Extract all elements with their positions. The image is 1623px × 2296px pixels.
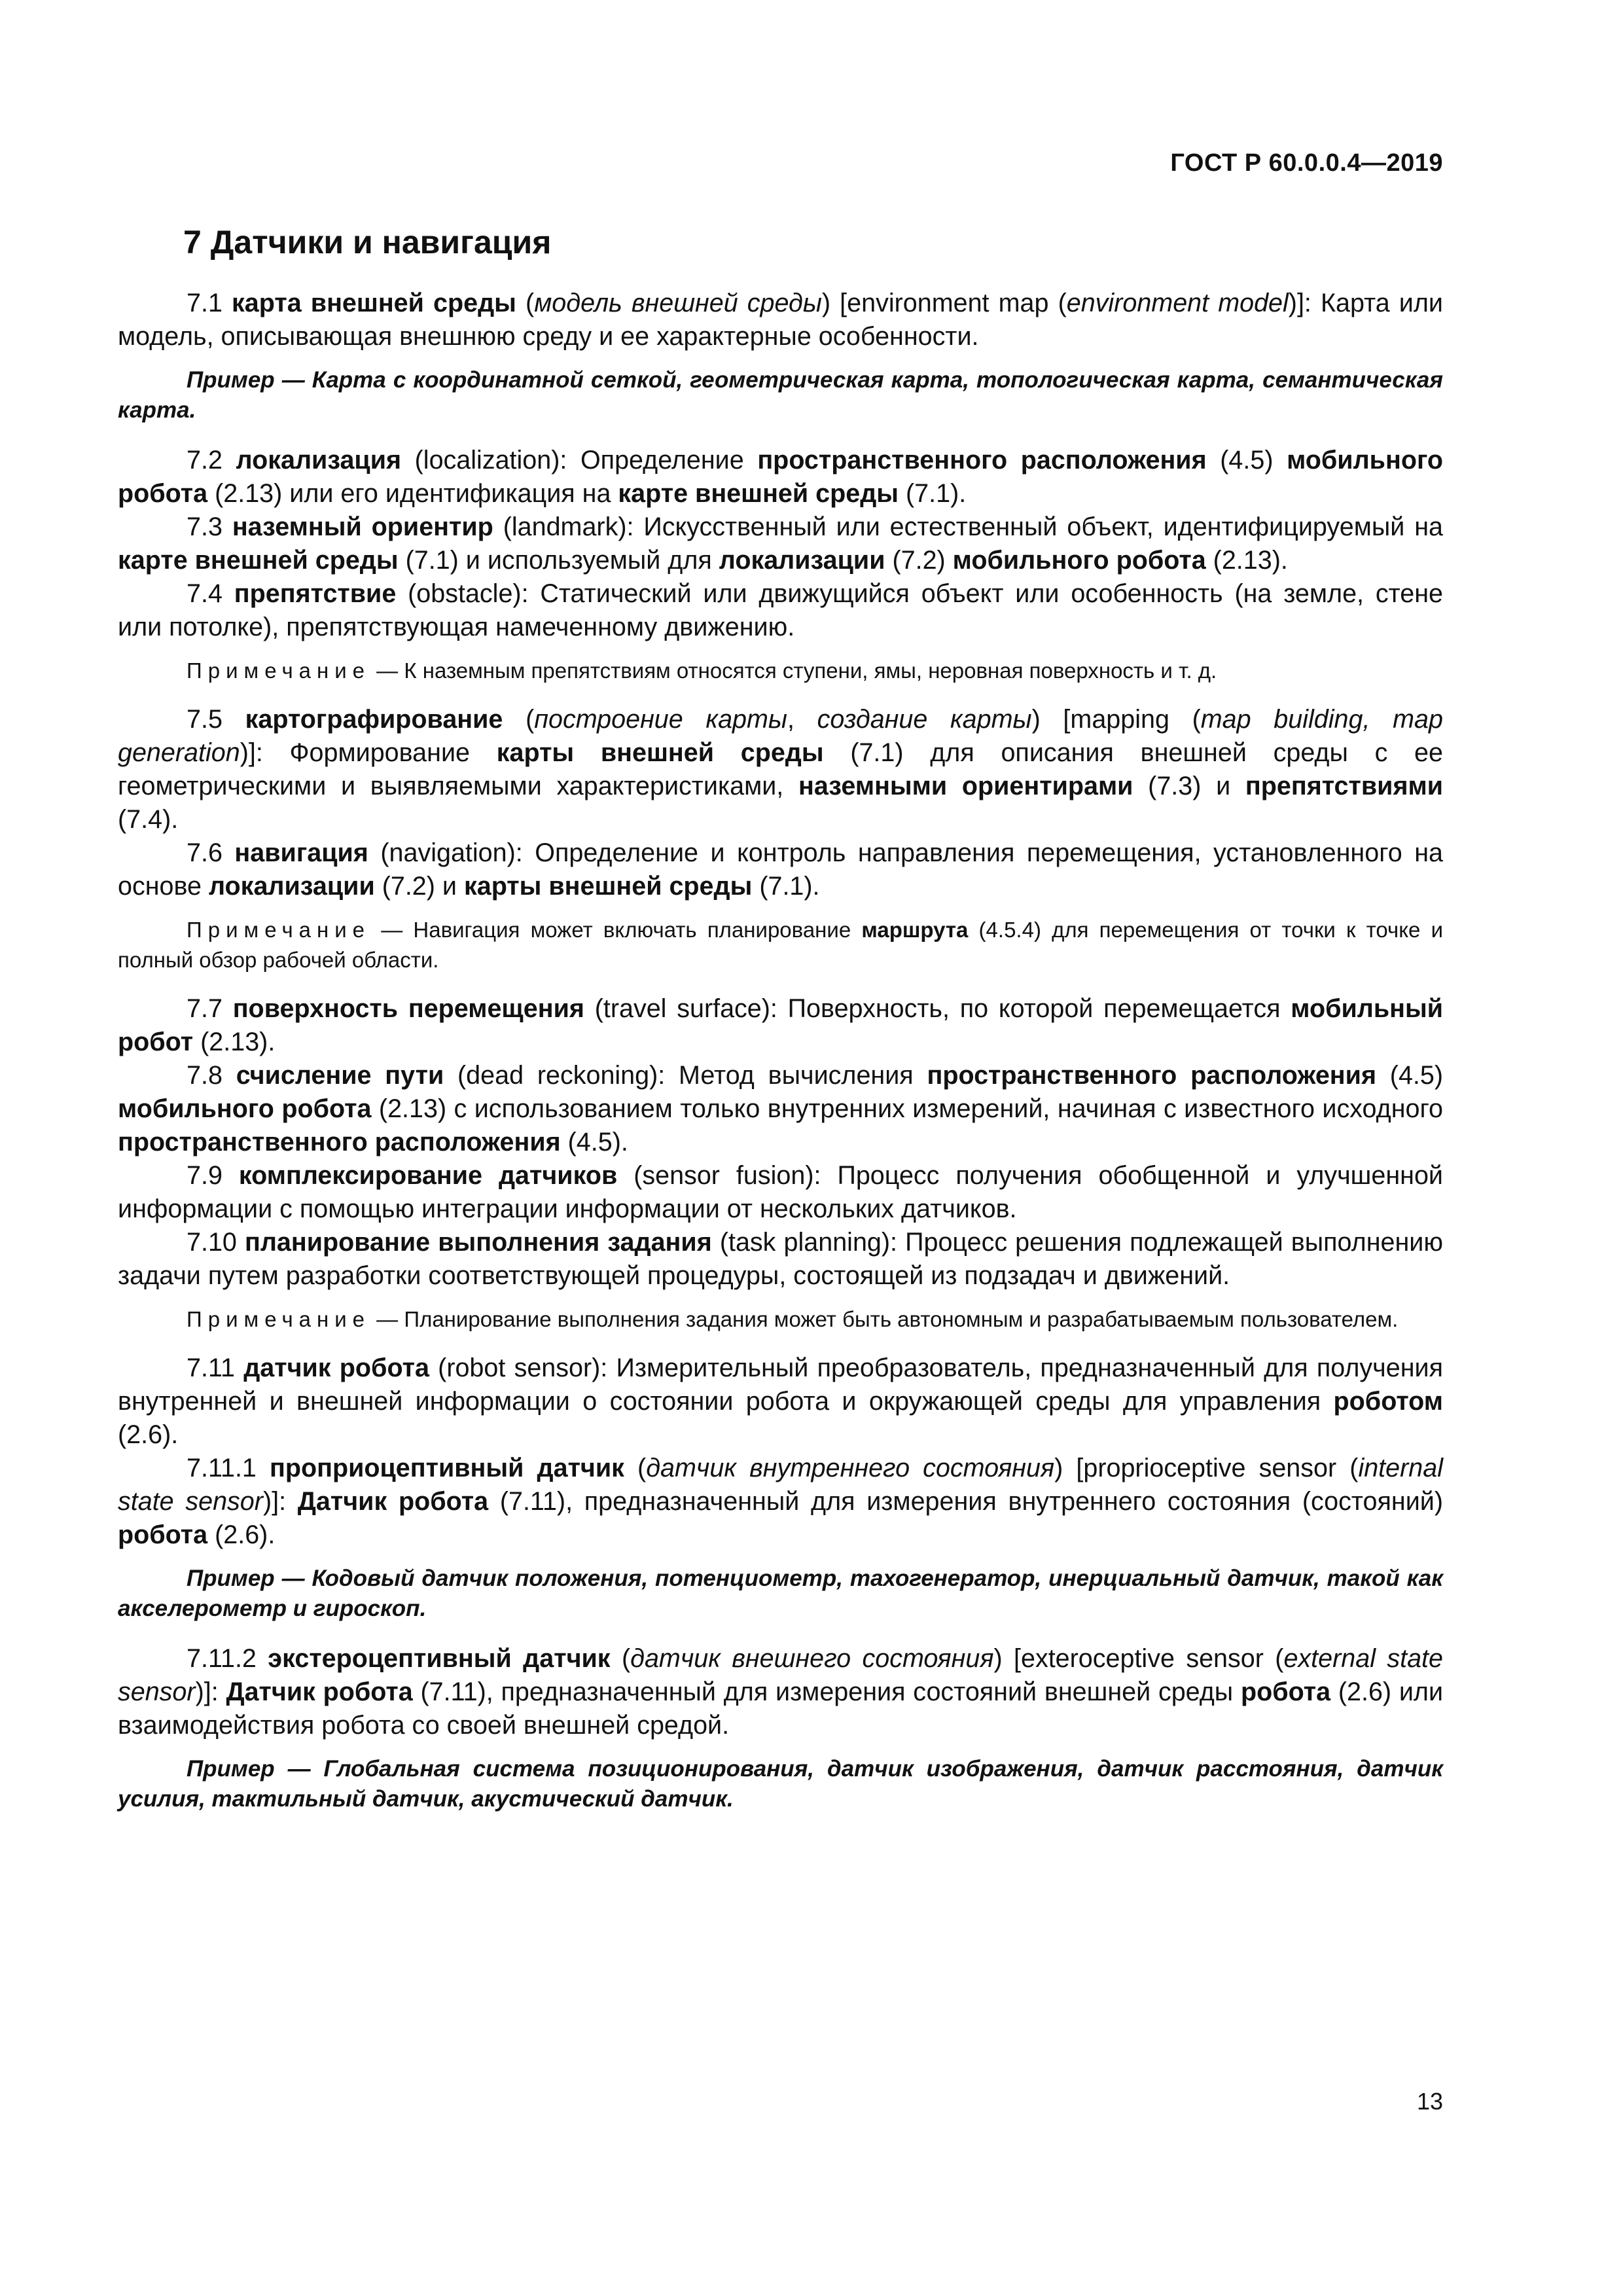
bold-term: карта внешней среды: [232, 289, 516, 317]
term-definition: [118, 1642, 1443, 1742]
italic-text: модель внешней среды: [534, 289, 822, 317]
page-number: 13: [1416, 2088, 1443, 2115]
text-run: )]:: [195, 1677, 226, 1706]
text-run: (7.11), предназначенный для измерения внутреннего состояния (состояний): [488, 1487, 1443, 1516]
text-run: (7.1).: [752, 872, 820, 901]
italic-text: external state sensor: [118, 1644, 1443, 1706]
text-run: (2.6).: [118, 1420, 179, 1449]
italic-text: датчик внутреннего состояния: [646, 1454, 1055, 1482]
bold-term: локализации: [208, 872, 375, 901]
text-run: (7.2) и: [374, 872, 464, 901]
note-paragraph: [118, 1304, 1443, 1335]
text-run: )]: Формирование: [240, 738, 497, 767]
bold-term: наземными ориентирами: [798, 772, 1133, 800]
text-run: Пример — Глобальная система позиционирования, датчик изображения, датчик расстояния, датчик усилия, тактильный датчик, акустический датчик.: [118, 1756, 1443, 1812]
text-run: (7.3) и: [1133, 772, 1245, 800]
bold-term: пространственного расположения: [927, 1061, 1376, 1090]
bold-term: комплексирование датчиков: [238, 1161, 618, 1190]
text-run: 7.9: [187, 1161, 239, 1190]
bold-term: робота: [118, 1520, 208, 1549]
text-run: — Планирование выполнения задания может быть автономным и разрабатываемым пользователем.: [370, 1307, 1399, 1331]
text-run: (: [516, 289, 535, 317]
term-list: [118, 287, 1443, 1814]
bold-term: роботом: [1333, 1387, 1443, 1416]
text-run: (2.13) с использованием только внутренних измерений, начиная с известного исходного: [371, 1094, 1443, 1123]
text-run: (obstacle): Статический или движущийся объект или особенность (на земле, стене или потолке), препятствующая намеченному движению.: [118, 579, 1444, 641]
text-run: ) [exteroceptive sensor (: [993, 1644, 1284, 1673]
text-run: )]:: [262, 1487, 298, 1516]
text-run: (7.1) и используемый для: [398, 546, 719, 575]
text-run: (localization): Определение: [401, 446, 758, 475]
text-run: (: [610, 1644, 631, 1673]
bold-term: пространственного расположения: [118, 1128, 561, 1157]
italic-text: создание карты: [817, 705, 1032, 734]
bold-term: Датчик робота: [297, 1487, 489, 1516]
text-run: 7.7: [187, 994, 233, 1023]
text-run: ) [environment map (: [821, 289, 1067, 317]
text-run: 7.11.1: [187, 1454, 270, 1482]
term-definition: [118, 836, 1443, 903]
bold-term: мобильный робот: [118, 994, 1444, 1056]
section-title: 7 Датчики и навигация: [183, 224, 552, 260]
bold-term: счисление пути: [236, 1061, 444, 1090]
bold-term: планирование выполнения задания: [244, 1228, 712, 1257]
text-run: (travel surface): Поверхность, по которой перемещается: [584, 994, 1291, 1023]
term-definition: [118, 1226, 1443, 1293]
text-run: (4.5.4) для перемещения от точки к точке и полный обзор рабочей области.: [118, 918, 1443, 972]
text-run: Пример — Кодовый датчик положения, потенциометр, тахогенератор, инерциальный датчик, такой как акселерометр и гироскоп.: [118, 1566, 1443, 1621]
text-run: 7.10: [187, 1228, 245, 1257]
text-run: 7.6: [187, 838, 235, 867]
bold-term: мобильного робота: [118, 446, 1444, 508]
text-run: Пример — Карта с координатной сеткой, геометрическая карта, топологическая карта, семантическая карта.: [118, 367, 1443, 423]
text-run: (navigation): Определение и контроль направления перемещения, установленного на основе: [118, 838, 1443, 901]
bold-term: препятствиями: [1245, 772, 1443, 800]
bold-term: пространственного расположения: [757, 446, 1207, 475]
text-run: 7.4: [187, 579, 234, 608]
italic-text: internal state sensor: [118, 1454, 1443, 1516]
note-label: Примечание: [187, 918, 371, 942]
text-run: )]: Карта или модель, описывающая внешнюю среду и ее характерные особенности.: [118, 289, 1443, 351]
example-paragraph: [118, 365, 1443, 425]
text-run: (sensor fusion): Процесс получения обобщенной и улучшенной информации с помощью интеграции информации от нескольких датчиков.: [118, 1161, 1443, 1223]
term-definition: [118, 1452, 1443, 1552]
bold-term: навигация: [234, 838, 368, 867]
text-run: — К наземным препятствиям относятся ступени, ямы, неровная поверхность и т. д.: [370, 658, 1217, 683]
bold-term: карте внешней среды: [118, 546, 399, 575]
bold-term: Датчик робота: [226, 1677, 413, 1706]
note-paragraph: [118, 915, 1443, 975]
text-run: (7.2): [885, 546, 953, 575]
bold-term: датчик робота: [243, 1354, 429, 1382]
text-run: (7.11), предназначенный для измерения состояний внешней среды: [412, 1677, 1241, 1706]
note-label: Примечание: [187, 1307, 371, 1331]
text-run: 7.3: [187, 512, 232, 541]
example-paragraph: [118, 1754, 1443, 1814]
term-definition: [118, 1352, 1443, 1452]
text-run: (2.13).: [193, 1028, 276, 1056]
text-run: (dead reckoning): Метод вычисления: [444, 1061, 927, 1090]
text-run: (2.6).: [207, 1520, 276, 1549]
text-run: (4.5): [1376, 1061, 1444, 1090]
page-content: [118, 223, 1443, 1833]
text-run: (7.1) для описания внешней среды с ее геометрическими и выявляемыми характеристиками,: [118, 738, 1443, 800]
text-run: 7.5: [187, 705, 245, 734]
text-run: (: [624, 1454, 647, 1482]
note-label: Примечание: [187, 658, 371, 683]
text-run: — Навигация может включать планирование: [370, 918, 862, 942]
term-definition: [118, 287, 1443, 353]
text-run: ) [proprioceptive sensor (: [1054, 1454, 1359, 1482]
term-definition: [118, 1059, 1443, 1159]
term-definition: [118, 577, 1443, 644]
text-run: (robot sensor): Измерительный преобразователь, предназначенный для получения внутренней и внешней информации о состоянии робота и окружающей среды для управления: [118, 1354, 1443, 1416]
italic-text: map building, map generation: [118, 705, 1443, 767]
bold-term: карте внешней среды: [618, 479, 899, 508]
term-definition: [118, 511, 1443, 577]
text-run: (4.5).: [560, 1128, 628, 1157]
bold-term: наземный ориентир: [232, 512, 493, 541]
bold-term: экстероцептивный датчик: [268, 1644, 611, 1673]
bold-term: поверхность перемещения: [232, 994, 584, 1023]
document-code: ГОСТ Р 60.0.0.4—2019: [1170, 149, 1443, 177]
bold-term: робота: [1240, 1677, 1331, 1706]
bold-term: карты внешней среды: [496, 738, 824, 767]
term-definition: [118, 1159, 1443, 1226]
text-run: 7.11: [187, 1354, 244, 1382]
italic-text: датчик внешнего состояния: [630, 1644, 994, 1673]
term-definition: [118, 444, 1443, 511]
text-run: 7.1: [187, 289, 232, 317]
bold-term: карты внешней среды: [463, 872, 753, 901]
text-run: (2.13) или его идентификация на: [207, 479, 618, 508]
bold-term: мобильного робота: [118, 1094, 372, 1123]
bold-term: мобильного робота: [952, 546, 1206, 575]
bold-term: локализации: [719, 546, 885, 575]
bold-term: проприоцептивный датчик: [270, 1454, 624, 1482]
text-run: (: [503, 705, 535, 734]
text-run: 7.11.2: [187, 1644, 268, 1673]
bold-term: локализация: [236, 446, 402, 475]
text-run: ,: [787, 705, 817, 734]
bold-term: картографирование: [245, 705, 503, 734]
term-definition: [118, 703, 1443, 836]
text-run: (4.5): [1206, 446, 1287, 475]
text-run: (landmark): Искусственный или естественный объект, идентифицируемый на: [493, 512, 1443, 541]
italic-text: построение карты: [534, 705, 787, 734]
text-run: (7.1).: [899, 479, 967, 508]
text-run: (task planning): Процесс решения подлежащей выполнению задачи путем разработки соответствующей процедуры, состоящей из подзадач и движений.: [118, 1228, 1443, 1290]
italic-text: environment model: [1066, 289, 1289, 317]
text-run: 7.8: [187, 1061, 236, 1090]
term-definition: [118, 992, 1443, 1059]
text-run: 7.2: [187, 446, 236, 475]
text-run: ) [mapping (: [1031, 705, 1201, 734]
bold-term: препятствие: [234, 579, 397, 608]
text-run: (2.13).: [1205, 546, 1288, 575]
note-paragraph: [118, 656, 1443, 686]
text-run: (7.4).: [118, 805, 179, 834]
text-run: (2.6) или взаимодействия робота со своей внешней средой.: [118, 1677, 1444, 1740]
bold-term: маршрута: [861, 918, 969, 942]
example-paragraph: [118, 1564, 1443, 1624]
